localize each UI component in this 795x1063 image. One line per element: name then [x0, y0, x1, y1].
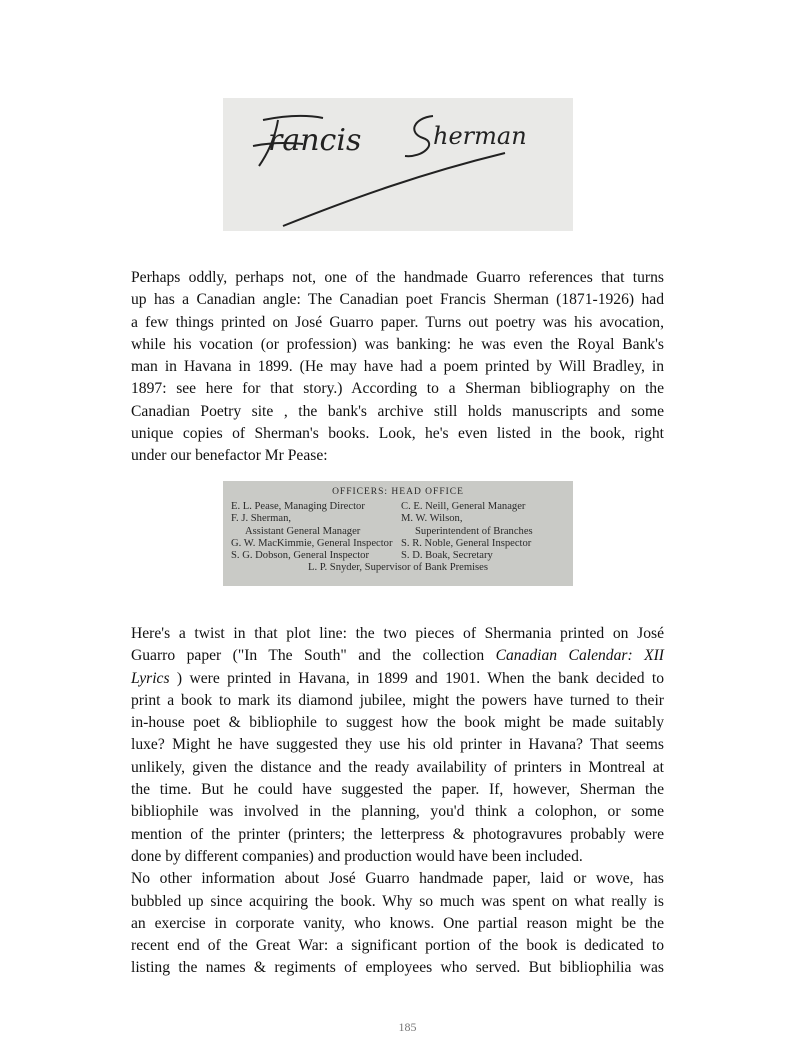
signature-image — [223, 98, 573, 231]
text-line: bubbled up since acquiring the book. Why so much was spent on what really is — [131, 892, 664, 910]
text-line: man in Havana in 1899. (He may have had a poem printed by Will Bradley, in — [131, 358, 664, 376]
svg-text:herman: herman — [433, 122, 527, 150]
text-line: Canadian Poetry site , the bank's archive still holds manuscripts and some — [131, 402, 664, 420]
text-line: print a book to mark its diamond jubilee, might the powers have turned to their — [131, 691, 664, 709]
text-line: up has a Canadian angle: The Canadian poet Francis Sherman (1871-1926) had — [131, 291, 664, 309]
text-line: mention of the printer (printers; the letterpress & photogravures probably were — [131, 825, 664, 843]
text-line: recent end of the Great War: a significant portion of the book is dedicated to — [131, 937, 664, 955]
officer-entry: E. L. Pease, Managing Director — [231, 501, 365, 513]
officer-entry: M. W. Wilson, — [401, 513, 463, 525]
text-line — [131, 668, 664, 690]
text-line: bibliophile was involved in the planning, you'd think a colophon, or some — [131, 803, 664, 821]
officers-image — [223, 481, 573, 586]
text-line: while his vocation (or profession) was banking: he was even the Royal Bank's — [131, 335, 664, 353]
text-segment: Guarro paper ("In The South" and the collection — [131, 647, 496, 665]
page-number: 185 — [398, 1020, 417, 1034]
paragraph-1 — [131, 267, 664, 468]
text-line: unique copies of Sherman's books. Look, he's even listed in the book, right — [131, 425, 664, 443]
text-line: unlikely, given the distance and the ready availability of printers in Montreal at — [131, 758, 664, 776]
book-title: Canadian Calendar: XII — [495, 647, 664, 665]
officer-entry: Superintendent of Branches — [415, 525, 533, 537]
text-line: listing the names & regiments of employees who served. But bibliophilia was — [131, 959, 664, 977]
text-line: the time. But he could have suggested the paper. If, however, Sherman the — [131, 781, 664, 799]
signature-drawing — [223, 98, 573, 231]
officer-entry: Assistant General Manager — [245, 525, 361, 537]
text-line: 1897: see here for that story.) According to a Sherman bibliography on the — [131, 380, 664, 398]
officers-right-column — [395, 501, 565, 562]
officer-entry: S. G. Dobson, General Inspector — [231, 550, 369, 562]
officer-entry: C. E. Neill, General Manager — [401, 501, 526, 513]
text-line: luxe? Might he have suggested they use his old printer in Havana? That seems — [131, 736, 664, 754]
text-line: an exercise in corporate vanity, who knows. One partial reason might be the — [131, 914, 664, 932]
officer-entry: S. R. Noble, General Inspector — [401, 537, 532, 549]
text-line: done by different companies) and production would have been included. — [131, 847, 583, 865]
officers-title: OFFICERS: HEAD OFFICE — [332, 487, 464, 497]
paragraph-2 — [131, 623, 664, 980]
text-line: Perhaps oddly, perhaps not, one of the handmade Guarro references that turns — [131, 269, 664, 286]
text-line: a few things printed on José Guarro paper. Turns out poetry was his avocation, — [131, 313, 664, 331]
text-line — [131, 645, 664, 667]
book-title: Lyrics — [131, 669, 170, 687]
svg-text:rancis: rancis — [268, 123, 362, 158]
text-segment: ) were printed in Havana, in 1899 and 1901. When the bank decided to — [169, 669, 664, 687]
text-line: No other information about José Guarro handmade paper, laid or wove, has — [131, 870, 664, 888]
text-line: Here's a twist in that plot line: the two pieces of Shermania printed on José — [131, 625, 664, 642]
officer-entry: S. D. Boak, Secretary — [401, 550, 493, 562]
officer-entry: F. J. Sherman, — [231, 513, 292, 525]
text-line: under our benefactor Mr Pease: — [131, 447, 328, 465]
text-line: in-house poet & bibliophile to suggest how the book might be made suitably — [131, 714, 664, 732]
officer-entry: L. P. Snyder, Supervisor of Bank Premises — [308, 562, 488, 574]
officers-left-column — [231, 501, 395, 562]
officer-entry: G. W. MacKimmie, General Inspector — [231, 537, 393, 549]
